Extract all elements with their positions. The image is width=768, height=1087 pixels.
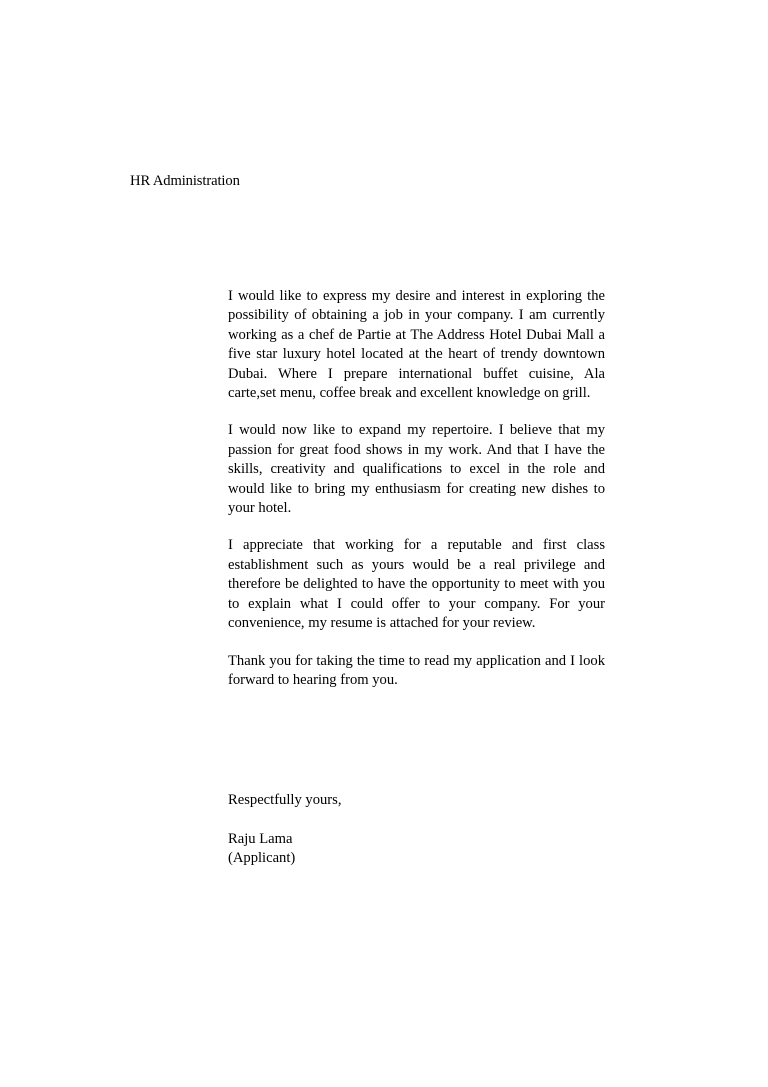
body-paragraph-thanks: Thank you for taking the time to read my application and I look forward to hearing from you. [228, 652, 605, 688]
addressee-line: HR Administration [130, 173, 240, 189]
signature-name: Raju Lama [228, 831, 293, 847]
body-paragraph-appreciation: I appreciate that working for a reputable and first class establishment such as yours would be a real privilege and therefore be delighted to have the opportunity to meet with you to explain what I could offer to your company. For your convenience, my resume is attached for your review. [228, 537, 605, 632]
letter-body [228, 287, 605, 708]
signature-role: (Applicant) [228, 850, 296, 867]
signature-block [228, 830, 295, 869]
body-paragraph-repertoire: I would now like to expand my repertoire. I believe that my passion for great food shows in my work. And that I have the skills, creativity and qualifications to excel in the role and would like to bring my enthusiasm for creating new dishes to your hotel. [228, 422, 605, 517]
closing-salutation: Respectfully yours, [228, 792, 342, 808]
body-paragraph-intro: I would like to express my desire and interest in exploring the possibility of obtaining a job in your company. I am currently working as a chef de Partie at The Address Hotel Dubai Mall a five star luxury hotel located at the heart of trendy downtown Dubai. Where I prepare international buffet cuisine, Ala carte,set menu, coffee break and excellent knowledge on grill. [228, 288, 605, 402]
